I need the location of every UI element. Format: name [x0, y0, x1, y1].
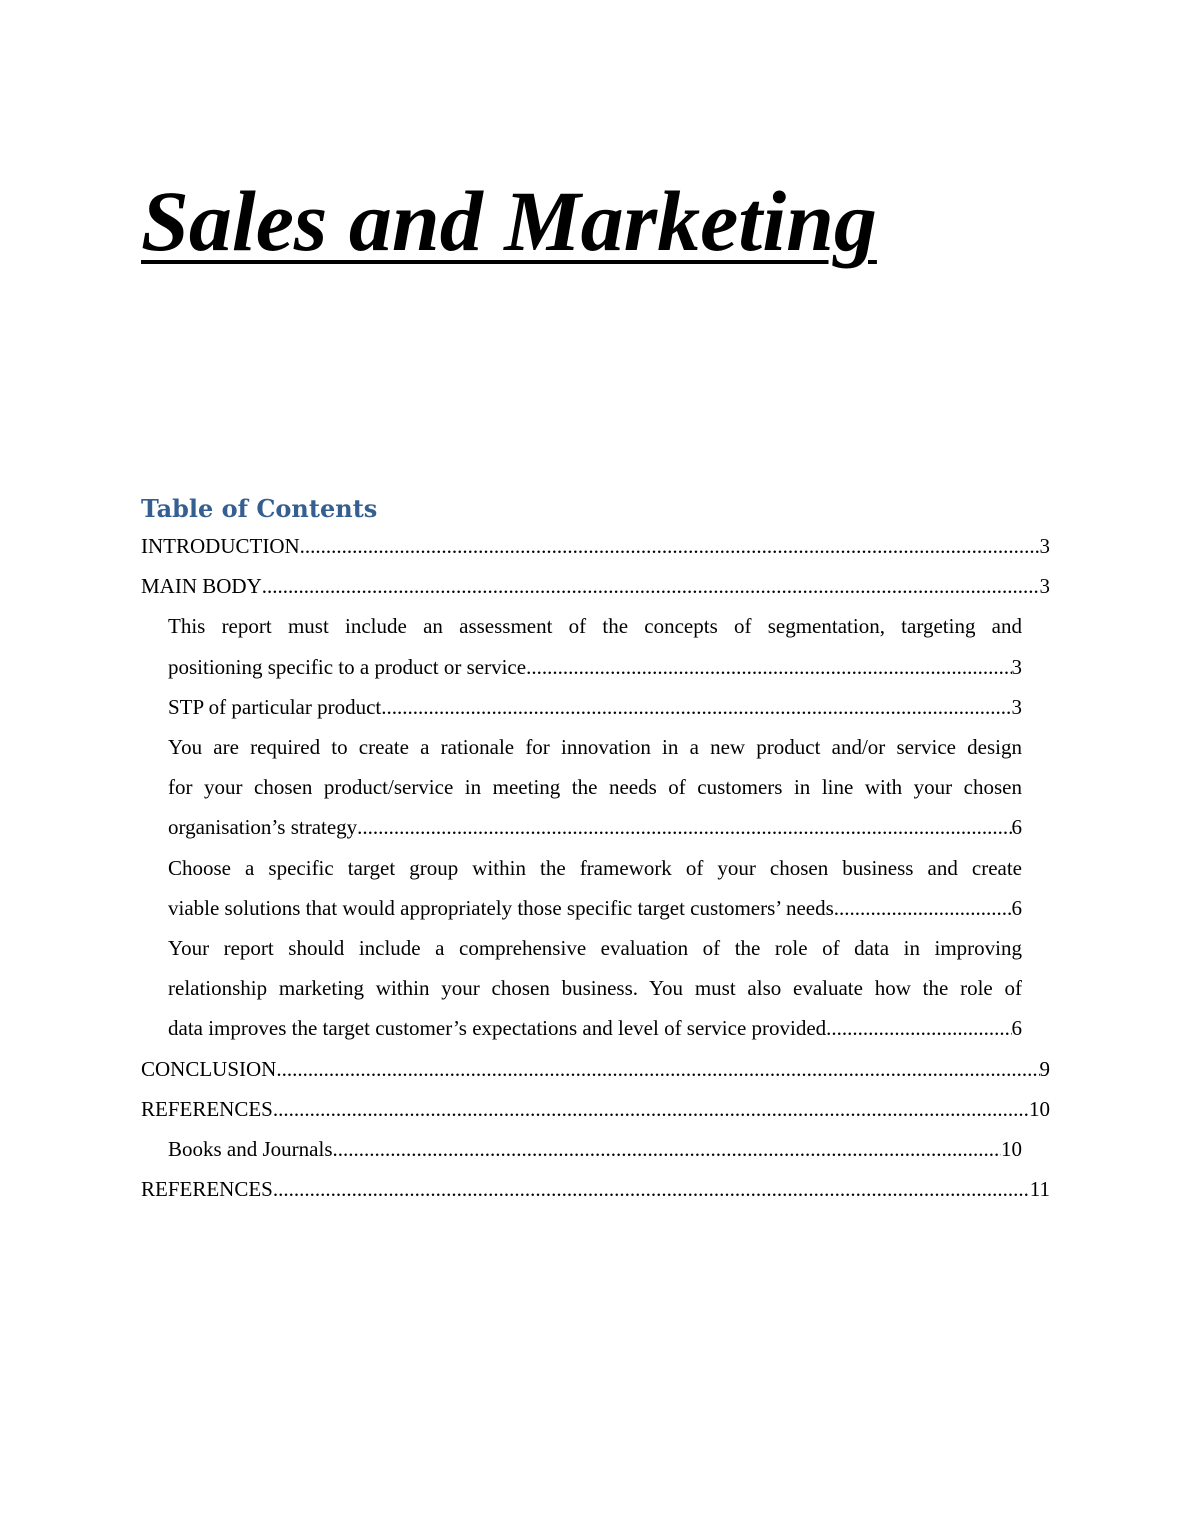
toc-entry-target-group[interactable] — [141, 848, 1022, 928]
toc-entry-text-line: positioning specific to a product or service — [168, 654, 527, 679]
toc-entry-text: STP of particular product — [168, 694, 382, 719]
toc-page-number: 10 — [1029, 1096, 1050, 1121]
toc-page-number: 3 — [1011, 694, 1022, 719]
toc-entry-conclusion[interactable] — [141, 1049, 1050, 1089]
toc-entry-segmentation[interactable] — [141, 606, 1022, 686]
toc-entry-text: CONCLUSION — [141, 1056, 277, 1081]
toc-page-number: 6 — [1011, 1016, 1022, 1041]
toc-entry-text-line: You are required to create a rationale for innovation in a new product and/or service design — [168, 734, 1022, 759]
toc-entry-main-body[interactable] — [141, 566, 1050, 606]
toc-dot-leader — [834, 888, 1012, 928]
toc-entry-text-line: viable solutions that would appropriately those specific target customers’ needs — [168, 895, 834, 920]
toc-entry-stp[interactable] — [141, 687, 1022, 727]
toc-page-number: 6 — [1011, 815, 1022, 840]
toc-dot-leader — [262, 566, 1040, 606]
toc-page-number: 6 — [1011, 895, 1022, 920]
toc-dot-leader — [357, 807, 1011, 847]
toc-page-number: 10 — [1001, 1136, 1022, 1161]
toc-dot-leader — [276, 1049, 1039, 1089]
table-of-contents — [141, 526, 1050, 1209]
toc-dot-leader — [526, 647, 1011, 687]
toc-heading: Table of Contents — [141, 494, 378, 523]
toc-entry-references[interactable] — [141, 1089, 1050, 1129]
toc-dot-leader — [273, 1169, 1030, 1209]
toc-entry-text-line: organisation’s strategy — [168, 815, 358, 840]
toc-entry-text: MAIN BODY — [141, 574, 262, 599]
toc-entry-text: INTRODUCTION — [141, 533, 300, 558]
toc-entry-text: REFERENCES — [141, 1177, 273, 1202]
toc-dot-leader — [381, 687, 1011, 727]
toc-entry-books-and-journals[interactable] — [141, 1129, 1022, 1169]
toc-dot-leader — [273, 1089, 1029, 1129]
toc-entry-references-2[interactable] — [141, 1169, 1050, 1209]
toc-entry-text-line: data improves the target customer’s expectations and level of service provided — [168, 1016, 827, 1041]
toc-entry-text-line: relationship marketing within your chosen business. You must also evaluate how the role of — [168, 976, 1022, 1001]
toc-page-number: 3 — [1039, 574, 1050, 599]
toc-entry-text-line: for your chosen product/service in meeting the needs of customers in line with your chosen — [168, 775, 1022, 800]
toc-page-number: 9 — [1039, 1056, 1050, 1081]
toc-entry-text: REFERENCES — [141, 1096, 273, 1121]
toc-entry-role-of-data[interactable] — [141, 928, 1022, 1049]
toc-dot-leader — [333, 1129, 1002, 1169]
toc-entry-innovation-rationale[interactable] — [141, 727, 1022, 848]
toc-entry-text: Books and Journals — [168, 1136, 333, 1161]
toc-page-number: 3 — [1011, 654, 1022, 679]
toc-entry-text-line: Your report should include a comprehensive evaluation of the role of data in improving — [168, 935, 1022, 960]
toc-entry-text-line: Choose a specific target group within the framework of your chosen business and create — [168, 855, 1022, 880]
document-title: Sales and Marketing — [141, 173, 877, 269]
toc-page-number: 3 — [1039, 533, 1050, 558]
toc-dot-leader — [826, 1008, 1011, 1048]
toc-page-number: 11 — [1029, 1177, 1050, 1202]
toc-entry-introduction[interactable] — [141, 526, 1050, 566]
toc-entry-text-line: This report must include an assessment of the concepts of segmentation, targeting and — [168, 614, 1022, 639]
toc-dot-leader — [300, 526, 1040, 566]
